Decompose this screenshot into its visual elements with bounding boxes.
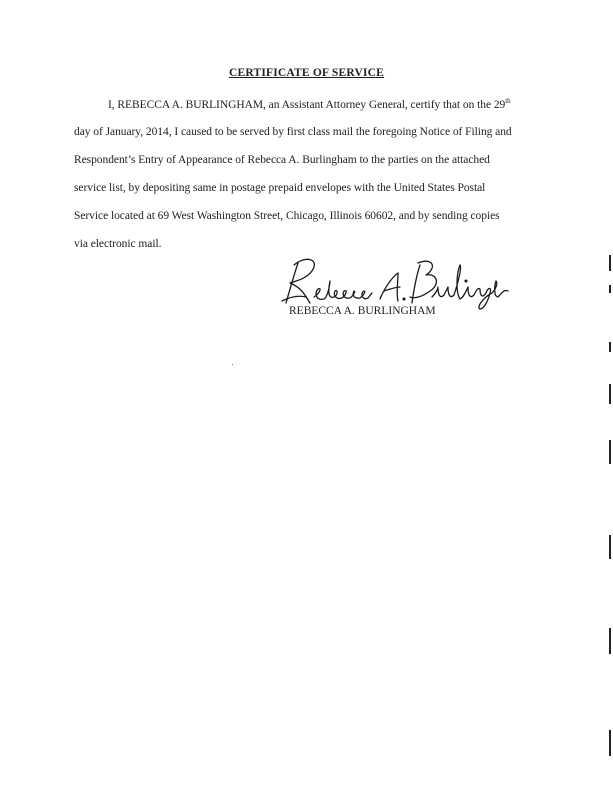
ordinal-suffix: th [505,97,511,105]
handwritten-signature [280,253,510,311]
paragraph-line-4: service list, by depositing same in postage prepaid envelopes with the United States Postal [74,182,486,194]
scan-edge-mark [609,255,611,271]
scan-edge-mark [609,342,611,352]
signatory-name: REBECCA A. BURLINGHAM [289,305,436,317]
document-title: CERTIFICATE OF SERVICE [228,67,385,79]
scan-edge-mark [609,440,611,464]
scan-edge-mark [609,535,611,559]
paragraph-line-1-text: I, REBECCA A. BURLINGHAM, an Assistant Attorney General, certify that on the 29 [108,99,506,111]
paragraph-line-3: Respondent’s Entry of Appearance of Rebecca A. Burlingham to the parties on the attached [74,154,490,166]
paragraph-line-5: Service located at 69 West Washington Street, Chicago, Illinois 60602, and by sending copies [74,210,500,222]
paragraph-line-2: day of January, 2014, I caused to be served by first class mail the foregoing Notice of Filing and [74,126,512,138]
scan-edge-mark [609,730,611,756]
paragraph-line-6: via electronic mail. [74,238,162,250]
scan-edge-mark [609,628,611,654]
scan-speck [232,364,233,365]
scan-edge-mark [609,384,611,404]
paragraph-line-1 [108,97,511,111]
scan-edge-mark [609,285,611,293]
